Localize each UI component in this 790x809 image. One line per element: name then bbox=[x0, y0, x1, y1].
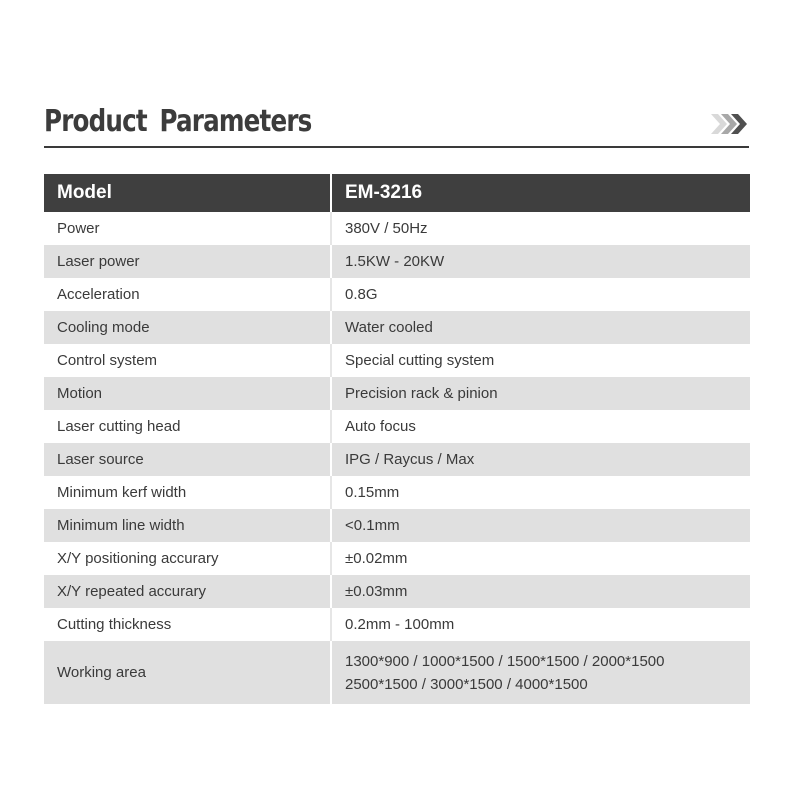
model-value: EM-3216 bbox=[331, 174, 750, 212]
table-row bbox=[44, 641, 750, 704]
param-label: Laser source bbox=[44, 443, 331, 476]
table-row bbox=[44, 410, 750, 443]
table-row bbox=[44, 278, 750, 311]
param-label: Acceleration bbox=[44, 278, 331, 311]
table-row bbox=[44, 542, 750, 575]
table-row bbox=[44, 443, 750, 476]
table-row bbox=[44, 575, 750, 608]
param-label: Working area bbox=[44, 641, 331, 704]
parameters-table bbox=[44, 174, 750, 704]
param-label: Minimum line width bbox=[44, 509, 331, 542]
param-value: 0.8G bbox=[331, 278, 750, 311]
table-row bbox=[44, 311, 750, 344]
table-header-row bbox=[44, 174, 750, 212]
param-value bbox=[331, 641, 750, 704]
working-area-line: 1300*900 / 1000*1500 / 1500*1500 / 2000*1500 bbox=[345, 652, 665, 670]
param-value: IPG / Raycus / Max bbox=[331, 443, 750, 476]
param-value: Water cooled bbox=[331, 311, 750, 344]
param-label: Motion bbox=[44, 377, 331, 410]
param-label: X/Y positioning accurary bbox=[44, 542, 331, 575]
triple-chevron-right-icon bbox=[711, 114, 749, 134]
param-label: X/Y repeated accurary bbox=[44, 575, 331, 608]
table-row bbox=[44, 344, 750, 377]
page-title: Product Parameters bbox=[44, 104, 312, 139]
table-row bbox=[44, 212, 750, 245]
param-label: Minimum kerf width bbox=[44, 476, 331, 509]
param-value: 0.15mm bbox=[331, 476, 750, 509]
param-label: Power bbox=[44, 212, 331, 245]
param-label: Control system bbox=[44, 344, 331, 377]
param-value: Auto focus bbox=[331, 410, 750, 443]
table-row bbox=[44, 608, 750, 641]
param-label: Cutting thickness bbox=[44, 608, 331, 641]
section-header bbox=[44, 100, 749, 148]
model-label: Model bbox=[44, 174, 331, 212]
table-row bbox=[44, 377, 750, 410]
param-value: ±0.02mm bbox=[331, 542, 750, 575]
param-label: Cooling mode bbox=[44, 311, 331, 344]
param-label: Laser cutting head bbox=[44, 410, 331, 443]
param-value: Precision rack & pinion bbox=[331, 377, 750, 410]
table-row bbox=[44, 245, 750, 278]
table-row bbox=[44, 509, 750, 542]
param-label: Laser power bbox=[44, 245, 331, 278]
param-value: ±0.03mm bbox=[331, 575, 750, 608]
param-value: <0.1mm bbox=[331, 509, 750, 542]
param-value: 1.5KW - 20KW bbox=[331, 245, 750, 278]
param-value: 0.2mm - 100mm bbox=[331, 608, 750, 641]
param-value: Special cutting system bbox=[331, 344, 750, 377]
table-row bbox=[44, 476, 750, 509]
param-value: 380V / 50Hz bbox=[331, 212, 750, 245]
working-area-line: 2500*1500 / 3000*1500 / 4000*1500 bbox=[345, 675, 588, 693]
